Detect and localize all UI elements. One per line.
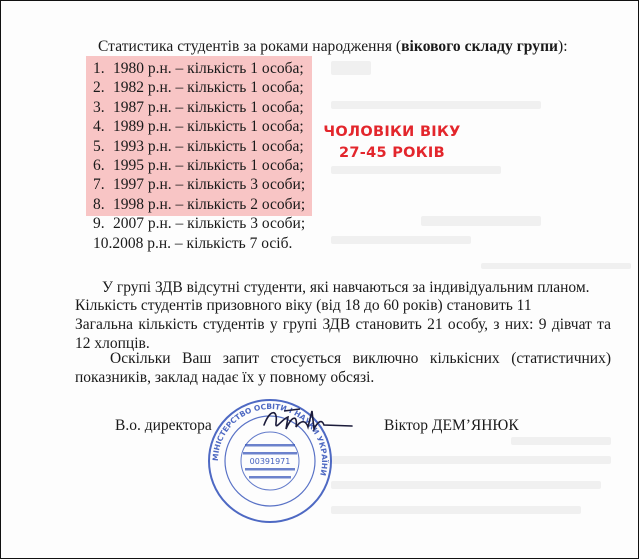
stamp-code: 00391971 [249,457,291,466]
item-text: 1998 р.н. – кількість 2 особи; [113,195,306,213]
annotation-line-2: 27-45 РОКІВ [339,145,445,161]
bleed-through-mark [331,236,471,244]
item-number: 1. [93,60,105,77]
item-number: 2. [93,79,105,97]
birth-year-item [93,98,305,117]
item-text: 1989 р.н. – кількість 1 особа; [113,118,304,136]
item-text: 2007 р.н. – кількість 3 особи; [113,215,306,233]
heading-text: Статистика студентів за роками народження ( [98,38,402,55]
age-annotation [317,122,467,164]
item-number: 10. [93,234,113,252]
item-number: 7. [93,176,105,194]
signatory-name: Віктор ДЕМ’ЯНЮК [384,417,519,434]
bleed-through-mark [331,456,611,464]
bleed-through-mark [331,61,371,75]
item-text: 1980 р.н. – кількість 1 особа; [113,60,304,77]
heading-close: ): [558,38,568,55]
paragraph-individual-plan: У групі ЗДВ відсутні студенти, які навчаються за індивідуальним планом. [102,279,590,296]
item-number: 4. [93,118,105,136]
handwritten-signature [256,401,356,441]
bleed-through-mark [331,506,581,514]
item-number: 6. [93,156,105,174]
paragraph-statistics-note: Оскільки Ваш запит стосується виключно кількісних (статистичних) показників, заклад надає їх у повному обсязі. [75,350,611,386]
annotation-line-1: ЧОЛОВІКИ ВІКУ [323,124,461,140]
birth-year-item [93,234,305,253]
item-text: 1982 р.н. – кількість 1 особа; [113,79,304,97]
paragraph-total-students: Загальна кількість студентів у групі ЗДВ становить 21 особу, з них: 9 дівчат та 12 хлопців. [75,316,611,352]
bleed-through-mark [331,166,501,174]
birth-year-item [93,156,305,175]
birth-year-item [93,78,305,97]
signature-position: В.о. директора [115,417,212,434]
item-text: 1995 р.н. – кількість 1 особа; [113,156,304,174]
item-text: 2008 р.н. – кількість 7 осіб. [112,234,293,252]
bleed-through-mark [331,481,601,489]
birth-year-item [93,137,305,156]
item-number: 3. [93,98,105,116]
stamp-outer-text: МІНІСТЕРСТВО ОСВІТИ І НАУКИ УКРАЇНИ [210,401,330,477]
item-text: 1987 р.н. – кількість 1 особа; [113,98,304,116]
birth-year-item [93,175,305,194]
birth-year-item [93,195,305,214]
item-text: 1993 р.н. – кількість 1 особа; [113,137,304,155]
bleed-through-mark [481,263,631,269]
item-text: 1997 р.н. – кількість 3 особи; [113,176,306,194]
birth-year-list [93,59,305,253]
bleed-through-mark [511,437,611,445]
item-number: 5. [93,137,105,155]
paragraph-conscription-age: Кількість студентів призовного віку (від 18 до 60 років) становить 11 [75,297,532,314]
statistics-heading [98,38,568,56]
item-number: 8. [93,195,105,213]
birth-year-item [93,117,305,136]
item-number: 9. [93,215,105,233]
birth-year-item [93,214,305,233]
bleed-through-mark [421,216,541,226]
heading-bold-text: вікового складу групи [401,38,559,55]
birth-year-item [93,59,305,78]
bleed-through-mark [331,101,541,109]
